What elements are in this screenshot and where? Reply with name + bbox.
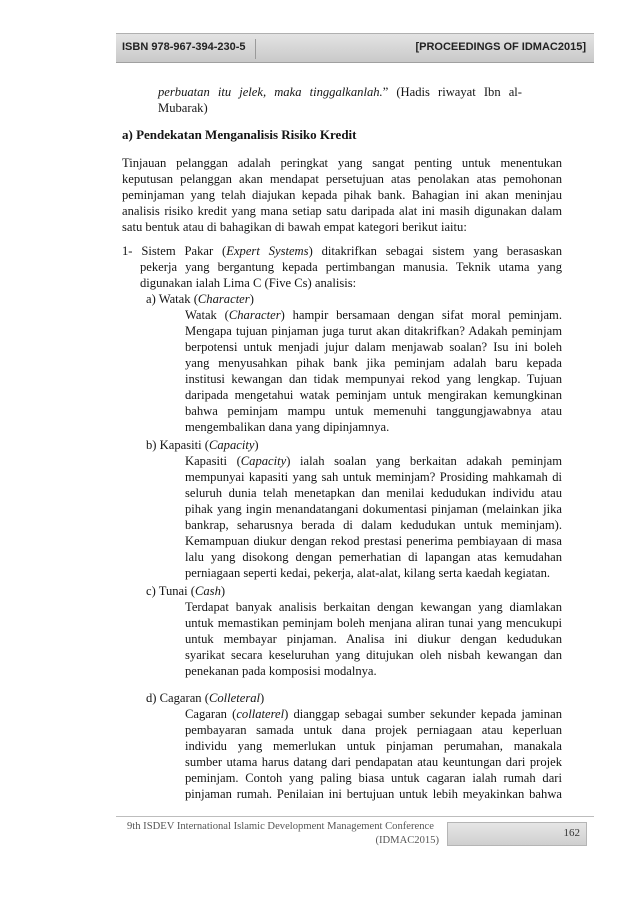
paragraph-line: analisis risiko kredit yang mana setiap satu daripada alat ini masih digunakan dalam <box>122 204 562 218</box>
sub-body-collateral <box>185 706 562 802</box>
paragraph-line: untuk membayar pinjaman. Analisa ini diukur dengan kedudukan <box>185 632 562 646</box>
paragraph-line: pembayaran samada untuk dana projek perniagaan atau keperluan <box>185 723 562 737</box>
paragraph-line: pekerja yang bergantung kepada pertimbangan manusia. Teknik utama yang <box>140 260 562 274</box>
footer-conference-line-1: 9th ISDEV International Islamic Development Management Conference <box>127 821 434 832</box>
paragraph-line: untuk memastikan peminjam boleh menjana aliran tunai yang mencukupi <box>185 616 562 630</box>
list-item-continuation <box>140 259 562 291</box>
paragraph-line: bankrap, seharusnya berada di dalam kedudukan untuk meminjam). <box>185 518 562 532</box>
quote-line-1: perbuatan itu jelek, maka tinggalkanlah.” (Hadis riwayat Ibn al- <box>158 85 522 99</box>
paragraph-line: mengembalikan dana yang dipinjamnya. <box>185 420 390 434</box>
intro-paragraph <box>122 155 562 235</box>
isbn-label: ISBN 978-967-394-230-5 <box>122 41 246 53</box>
page-number: 162 <box>563 827 580 839</box>
sub-heading-capacity: b) Kapasiti (Capacity) <box>146 438 259 452</box>
paragraph-line: peminjaman yang telah diajukan kepada pihak bank. Bahagian ini akan meninjau <box>122 188 562 202</box>
header-divider <box>255 39 256 59</box>
paragraph-line: individu yang memerlukan untuk pinjaman perumahan, manakala <box>185 739 562 753</box>
quote-block <box>158 84 522 116</box>
paragraph-line: Tinjauan pelanggan adalah peringkat yang sangat penting untuk menentukan <box>122 156 562 170</box>
paragraph-line: Mengapa tujuan pinjaman juga turut akan ditakrifkan? Adakah peminjam <box>185 324 562 338</box>
paragraph-line: satu bentuk atau di bahagikan di bawah empat kategori berikut iaitu: <box>122 220 467 234</box>
paragraph-line: keputusan pelanggan akan mendapat persetujuan atas penolakan atas pemohonan <box>122 172 562 186</box>
footer-conference-line-2: (IDMAC2015) <box>375 835 439 846</box>
sub-body-capacity <box>185 453 562 581</box>
paragraph-line: peminjam. Contoh yang paling biasa untuk cagaran ialah rumah dari <box>185 771 562 785</box>
list-item-expert-systems <box>122 243 562 259</box>
paragraph-line: daripada mengetahui watak peminjam untuk mengirakan kemungkinan <box>185 388 562 402</box>
sub-heading-collateral: d) Cagaran (Colleteral) <box>146 691 265 705</box>
paragraph-line: yang menyusahkan pihak bank jika peminjam adalah baru kepada <box>185 356 562 370</box>
paragraph-line: Kapasiti (Capacity) ialah soalan yang berkaitan adakah peminjam <box>185 454 562 468</box>
sub-heading-character: a) Watak (Character) <box>146 292 254 306</box>
sub-heading-cash: c) Tunai (Cash) <box>146 584 226 598</box>
paragraph-line: pihak yang ingin menandatangani dokumentasi pinjaman (melainkan jika <box>185 502 562 516</box>
paragraph-line: pinjaman rumah. Penilaian ini bertujuan untuk lebih meyakinkan bahwa <box>185 787 562 801</box>
page-header <box>116 33 594 63</box>
paragraph-line: lalu yang disokong dengan pemerhatian di lapangan atas kemudahan <box>185 550 562 564</box>
paragraph-line: Terdapat banyak analisis berkaitan dengan kewangan yang diamlakan <box>185 600 562 614</box>
paragraph-line: syarikat secara keseluruhan yang ditujukan oleh nisbah kewangan dan <box>185 648 562 662</box>
paragraph-line: perniagaan seperti kedai, pekerja, alat-alat, kilang serta kaedah kegiatan. <box>185 566 551 580</box>
page-number-box <box>447 822 587 846</box>
paragraph-line: penekanan pada komposisi modalnya. <box>185 664 377 678</box>
footer-conference <box>127 820 439 848</box>
paragraph-line: 1- Sistem Pakar (Expert Systems) ditakrifkan sebagai sistem yang berasaskan <box>122 244 563 258</box>
paragraph-line: seluruh dunia telah menetapkan dan menilai kedudukan individu atau <box>185 486 562 500</box>
paragraph-line: institusi kewangan dan tidak mempunyai rekod yang lengkap. Tujuan <box>185 372 562 386</box>
section-heading: a) Pendekatan Menganalisis Risiko Kredit <box>122 127 357 142</box>
paragraph-line: bahwa peminjam mampu untuk memenuhi tanggungjawabnya atau <box>185 404 562 418</box>
paragraph-line: Cagaran (collaterel) dianggap sebagai sumber sekunder kepada jaminan <box>185 707 562 721</box>
paragraph-line: sumber utama harus datang dari pendapatan atau keuntungan dari projek <box>185 755 562 769</box>
paragraph-line: Kemampuan diukur dengan rekod prestasi penerima pembiayaan di masa <box>185 534 562 548</box>
sub-body-cash <box>185 599 562 679</box>
proceedings-label: [PROCEEDINGS OF IDMAC2015] <box>415 41 586 53</box>
paragraph-line: mempunyai kapasiti yang sah untuk meminjam? Prosiding mahkamah di <box>185 470 562 484</box>
paragraph-line: berpotensi untuk menjadi jujur dalam menjawab soalan? Isu ini boleh <box>185 340 562 354</box>
sub-body-character <box>185 307 562 435</box>
quote-line-2: Mubarak) <box>158 101 208 115</box>
paragraph-line: Watak (Character) hampir bersamaan dengan sifat moral peminjam. <box>185 308 562 322</box>
paragraph-line: digunakan ialah Lima C (Five Cs) analisis: <box>140 276 357 290</box>
